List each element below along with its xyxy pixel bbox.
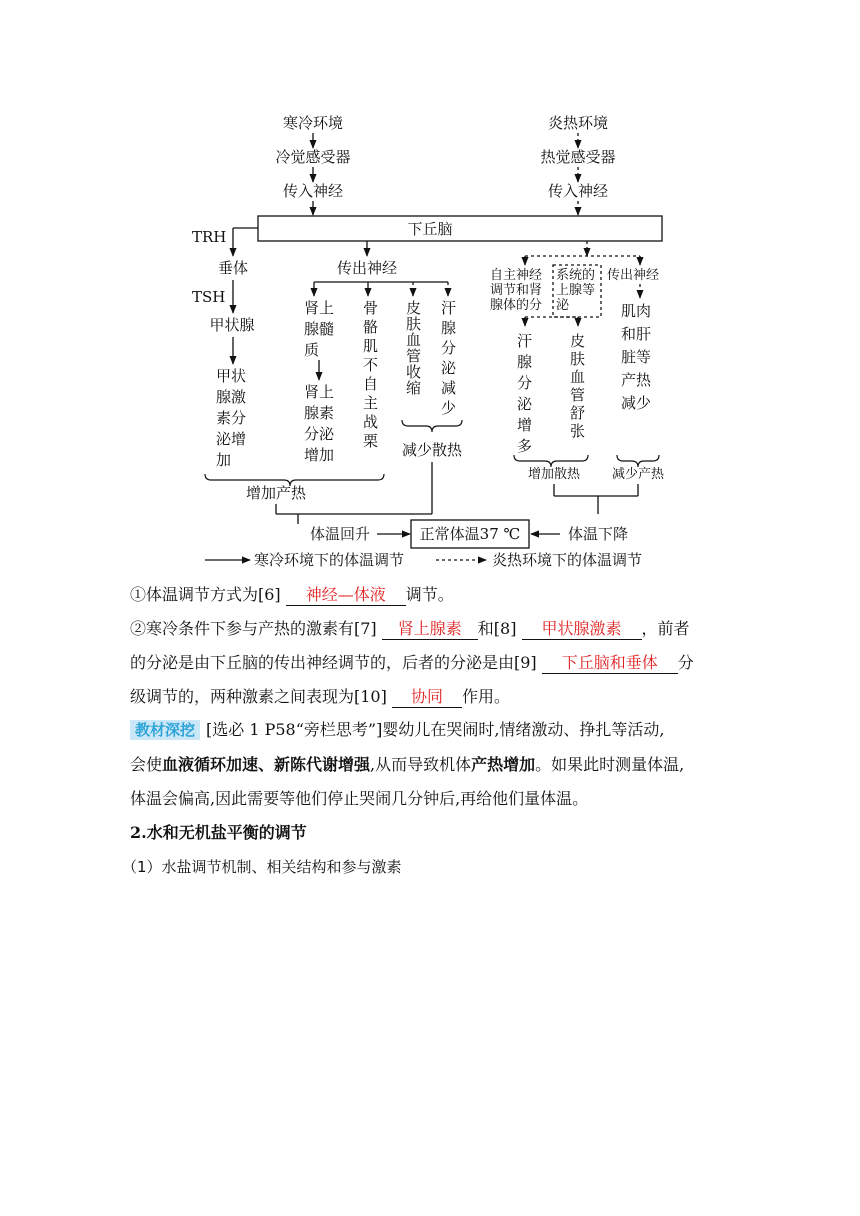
svg-text:肾上: 肾上 bbox=[304, 299, 335, 317]
temp-rise-label: 体温回升 bbox=[309, 525, 371, 543]
svg-text:腺髓: 腺髓 bbox=[304, 320, 335, 338]
skin-vessel-dilate bbox=[570, 332, 585, 440]
svg-text:分泌: 分泌 bbox=[304, 425, 335, 443]
sweat-secretion-increase bbox=[517, 332, 533, 455]
endocrine-line-2: 上腺等 bbox=[556, 283, 596, 298]
afferent-nerve-cold-label: 传入神经 bbox=[282, 182, 344, 200]
svg-text:收: 收 bbox=[406, 363, 422, 381]
svg-text:肾上: 肾上 bbox=[304, 383, 335, 401]
normal-temp-label: 正常体温37 ℃ bbox=[419, 525, 521, 543]
thyroid-hormone-increase bbox=[216, 367, 246, 469]
adrenal-medulla bbox=[304, 299, 334, 359]
svg-text:泌: 泌 bbox=[517, 395, 533, 413]
cold-environment-label: 寒冷环境 bbox=[282, 114, 344, 132]
muscle-liver-heat-reduce bbox=[621, 302, 652, 412]
pituitary-label: 垂体 bbox=[217, 259, 249, 277]
svg-text:腺素: 腺素 bbox=[304, 404, 335, 422]
svg-text:减: 减 bbox=[441, 379, 457, 397]
thermoregulation-diagram bbox=[0, 0, 860, 580]
svg-text:缩: 缩 bbox=[406, 379, 422, 397]
question-6: ①体温调节方式为[6] 神经—体液 调节。 bbox=[130, 585, 454, 604]
textbook-deep-dive: 教材深挖 [选必 1 P58“旁栏思考”]婴幼儿在哭闹时,情绪激动、挣扎等活动, bbox=[130, 717, 665, 743]
answer-9: 下丘脑和垂体 bbox=[542, 653, 678, 674]
svg-text:主: 主 bbox=[363, 394, 379, 412]
autonomic-line-3: 腺体的分 bbox=[490, 298, 543, 313]
svg-text:肌: 肌 bbox=[363, 337, 379, 355]
answer-6: 神经—体液 bbox=[286, 585, 406, 606]
svg-text:加: 加 bbox=[216, 451, 232, 469]
temp-drop-label: 体温下降 bbox=[567, 525, 629, 543]
adrenaline-increase bbox=[304, 383, 335, 464]
svg-text:质: 质 bbox=[304, 341, 320, 359]
hot-receptor-label: 热觉感受器 bbox=[540, 148, 616, 166]
svg-text:汗: 汗 bbox=[441, 299, 457, 317]
hot-environment-label: 炎热环境 bbox=[547, 114, 609, 132]
svg-text:战: 战 bbox=[363, 413, 379, 431]
thyroid-label: 甲状腺 bbox=[209, 316, 255, 334]
subsection-heading: （1）水盐调节机制、相关结构和参与激素 bbox=[122, 858, 402, 876]
svg-text:管: 管 bbox=[570, 386, 586, 404]
endocrine-line-3: 泌 bbox=[556, 298, 570, 313]
reduce-heat-loss-label: 减少散热 bbox=[401, 441, 463, 459]
svg-text:泌: 泌 bbox=[441, 359, 457, 377]
svg-text:不: 不 bbox=[363, 356, 379, 374]
svg-text:肤: 肤 bbox=[406, 315, 422, 333]
svg-text:分: 分 bbox=[441, 339, 457, 357]
answer-7: 肾上腺素 bbox=[382, 619, 478, 640]
svg-text:甲状: 甲状 bbox=[216, 367, 247, 385]
svg-text:肤: 肤 bbox=[570, 350, 586, 368]
endocrine-line-1: 系统的 bbox=[556, 268, 596, 283]
autonomic-line-1: 自主神经 bbox=[490, 268, 543, 283]
tsh-label: TSH bbox=[192, 288, 226, 306]
question-9: 的分泌是由下丘脑的传出神经调节的，后者的分泌是由[9] 下丘脑和垂体 分 bbox=[130, 653, 694, 672]
question-7-8: ②寒冷条件下参与产热的激素有[7] 肾上腺素 和[8] 甲状腺激素 ，前者 bbox=[130, 619, 690, 638]
svg-text:腺激: 腺激 bbox=[216, 388, 247, 406]
svg-text:腺: 腺 bbox=[517, 353, 533, 371]
svg-text:和肝: 和肝 bbox=[621, 325, 652, 343]
svg-text:血: 血 bbox=[406, 331, 422, 349]
svg-text:增: 增 bbox=[517, 416, 533, 434]
svg-text:自: 自 bbox=[363, 375, 379, 393]
svg-text:骨: 骨 bbox=[363, 299, 379, 317]
deep-dive-line-2: 会使血液循环加速、新陈代谢增强,从而导致机体产热增加。如果此时测量体温, bbox=[130, 755, 685, 774]
svg-text:素分: 素分 bbox=[216, 409, 247, 427]
skin-vessel-contract bbox=[406, 299, 421, 397]
reduce-heat-production-label: 减少产热 bbox=[611, 467, 665, 482]
svg-text:舒: 舒 bbox=[570, 404, 586, 422]
trh-label: TRH bbox=[192, 228, 227, 246]
svg-text:骼: 骼 bbox=[363, 318, 379, 336]
svg-text:栗: 栗 bbox=[363, 432, 379, 450]
increase-heat-production-label: 增加产热 bbox=[245, 484, 307, 502]
deep-dive-line-3: 体温会偏高,因此需要等他们停止哭闹几分钟后,再给他们量体温。 bbox=[130, 789, 589, 808]
svg-text:多: 多 bbox=[517, 437, 533, 455]
svg-text:少: 少 bbox=[441, 399, 457, 417]
sweat-secretion-reduce bbox=[441, 299, 457, 417]
svg-text:减少: 减少 bbox=[621, 394, 652, 412]
question-10: 级调节的，两种激素之间表现为[10] 协同 作用。 bbox=[130, 687, 510, 706]
autonomic-line-2: 调节和肾 bbox=[490, 283, 543, 298]
svg-text:泌增: 泌增 bbox=[216, 430, 247, 448]
svg-text:汗: 汗 bbox=[517, 332, 533, 350]
svg-text:肌肉: 肌肉 bbox=[621, 302, 652, 320]
textbook-deep-dive-tag: 教材深挖 bbox=[130, 720, 200, 740]
svg-text:管: 管 bbox=[406, 347, 422, 365]
skeletal-muscle-shivering bbox=[363, 299, 378, 450]
svg-text:皮: 皮 bbox=[406, 299, 422, 317]
legend-hot-label: 炎热环境下的体温调节 bbox=[492, 551, 643, 569]
svg-text:脏等: 脏等 bbox=[621, 348, 652, 366]
svg-text:分: 分 bbox=[517, 374, 533, 392]
hypothalamus-box bbox=[258, 216, 662, 241]
efferent-nerve-hot-label: 传出神经 bbox=[607, 268, 660, 283]
svg-text:皮: 皮 bbox=[570, 332, 586, 350]
svg-text:增加: 增加 bbox=[304, 446, 335, 464]
svg-text:产热: 产热 bbox=[621, 371, 652, 389]
legend-cold-label: 寒冷环境下的体温调节 bbox=[254, 551, 405, 569]
hypothalamus-label: 下丘脑 bbox=[407, 220, 453, 238]
svg-text:腺: 腺 bbox=[441, 319, 457, 337]
cold-receptor-label: 冷觉感受器 bbox=[275, 148, 351, 166]
afferent-nerve-hot-label: 传入神经 bbox=[547, 182, 609, 200]
answer-8: 甲状腺激素 bbox=[522, 619, 642, 640]
increase-heat-loss-label: 增加散热 bbox=[527, 467, 581, 482]
efferent-nerve-cold-label: 传出神经 bbox=[336, 259, 398, 277]
section-heading-water-salt: 2.水和无机盐平衡的调节 bbox=[130, 823, 307, 842]
answer-10: 协同 bbox=[392, 687, 462, 708]
svg-text:血: 血 bbox=[570, 368, 586, 386]
svg-text:张: 张 bbox=[570, 422, 586, 440]
